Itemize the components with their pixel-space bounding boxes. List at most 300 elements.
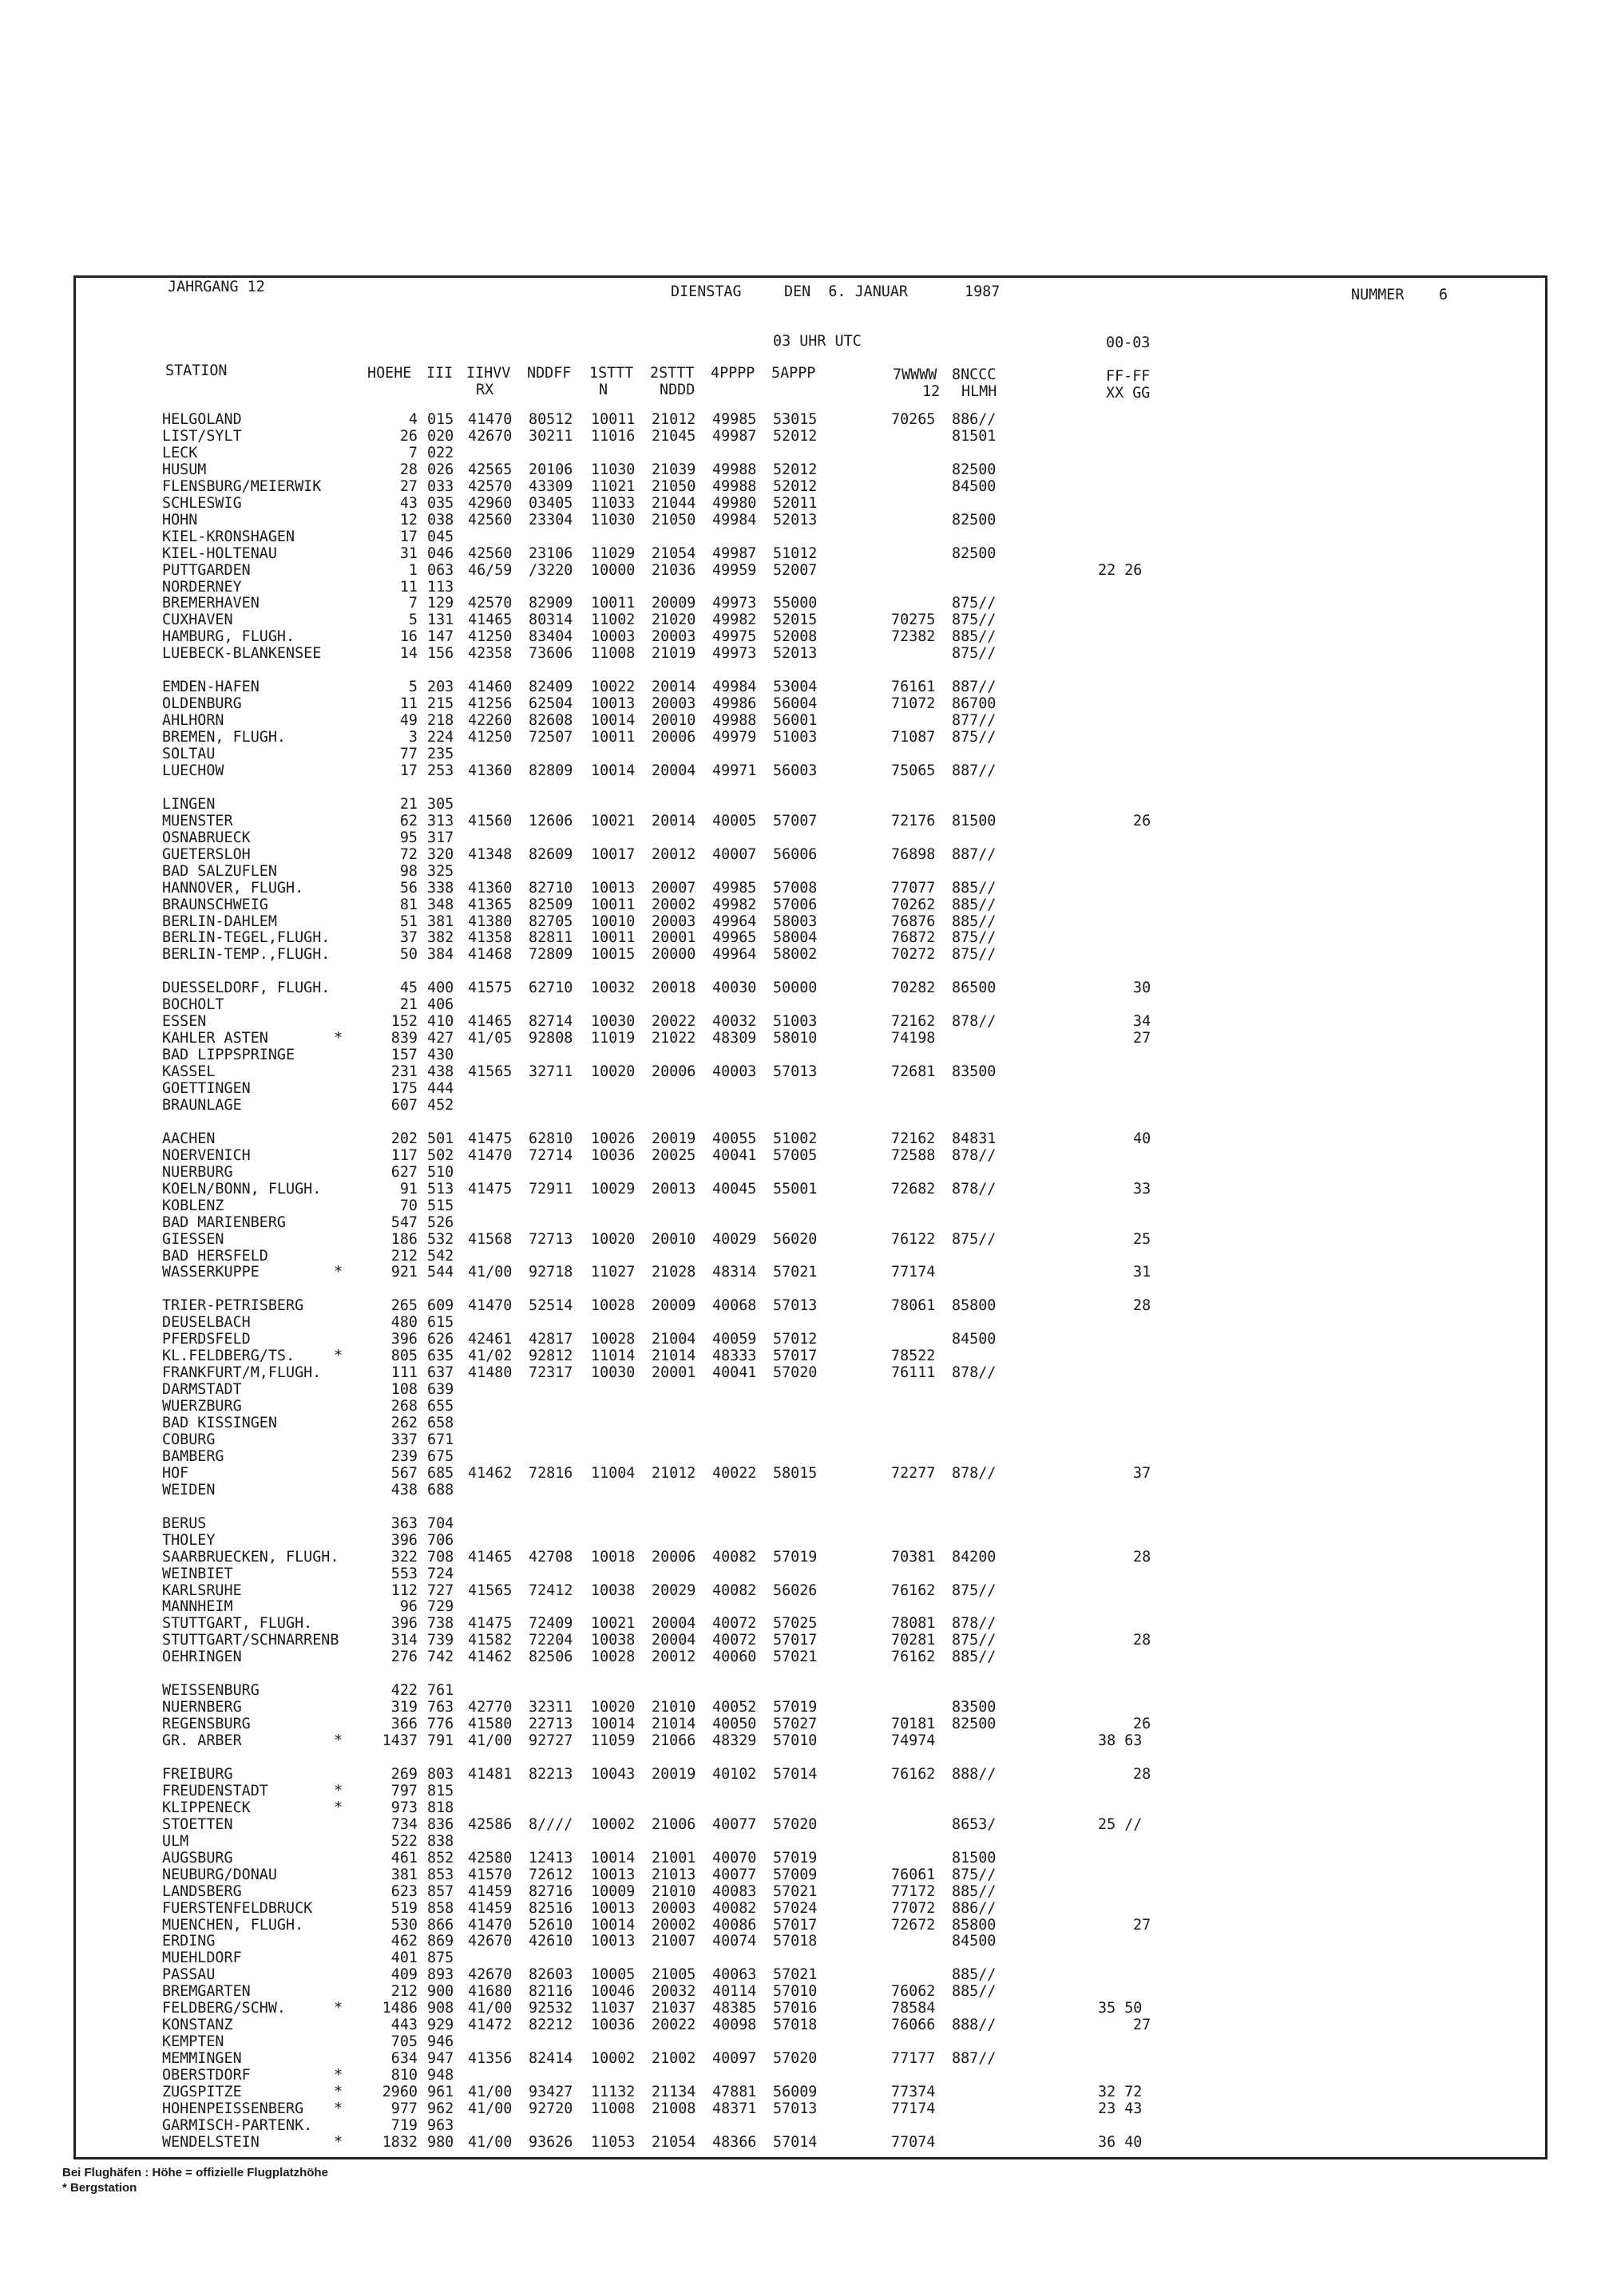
cell-iihvv: 41568 xyxy=(468,1230,513,1248)
table-row xyxy=(0,629,1437,646)
cell-www7: 76161 xyxy=(891,679,936,696)
cell-hoehe: 396 xyxy=(390,1531,418,1549)
cell-www7: 74974 xyxy=(891,1732,936,1750)
table-row xyxy=(0,496,1437,513)
cell-www7: 76162 xyxy=(891,1581,936,1599)
cell-nccc8: 875// xyxy=(952,1230,997,1248)
cell-www7: 76066 xyxy=(891,2017,936,2034)
cell-iihvv: 41470 xyxy=(468,1146,513,1164)
cell-iii: 452 xyxy=(427,1096,454,1114)
cell-pppp4: 49988 xyxy=(712,461,757,478)
cell-pppp4: 49979 xyxy=(712,729,757,746)
cell-stt2: 20001 xyxy=(652,1364,696,1382)
cell-station: STOETTEN xyxy=(162,1815,233,1833)
cell-nccc8: 878// xyxy=(952,1180,997,1197)
cell-appp5: 53015 xyxy=(773,411,818,428)
cell-iii: 853 xyxy=(427,1866,454,1883)
cell-iii: 727 xyxy=(427,1581,454,1599)
cell-station: MUENCHEN, FLUGH. xyxy=(162,1916,304,1934)
cell-nccc8: 885// xyxy=(952,1966,997,1984)
cell-station: WEIDEN xyxy=(162,1481,216,1498)
cell-pppp4: 49964 xyxy=(712,946,757,964)
table-row xyxy=(0,1249,1437,1265)
cell-ff: 37 xyxy=(1133,1464,1151,1482)
weekday: DIENSTAG xyxy=(671,283,742,300)
cell-stt2: 20013 xyxy=(652,1180,696,1197)
cell-station: FRANKFURT/M,FLUGH. xyxy=(162,1364,322,1382)
cell-station: NORDERNEY xyxy=(162,578,242,596)
cell-station: WEISSENBURG xyxy=(162,1682,260,1700)
cell-iii: 430 xyxy=(427,1047,454,1064)
cell-nccc8: 887// xyxy=(952,845,997,863)
cell-nccc8: 875// xyxy=(952,645,997,663)
cell-hoehe: 28 xyxy=(399,461,418,478)
cell-station: WASSERKUPPE xyxy=(162,1264,260,1281)
cell-nccc8: 885// xyxy=(952,896,997,913)
cell-iihvv: 42570 xyxy=(468,477,513,495)
table-row xyxy=(0,763,1437,780)
table-row xyxy=(0,1950,1437,1967)
cell-appp5: 57005 xyxy=(773,1146,818,1164)
cell-iii: 742 xyxy=(427,1649,454,1666)
cell-iii: 526 xyxy=(427,1213,454,1231)
table-row xyxy=(0,1967,1437,1984)
cell-nccc8: 82500 xyxy=(952,461,997,478)
cell-nddff: 62810 xyxy=(529,1130,573,1147)
cell-iii: 946 xyxy=(427,2033,454,2051)
cell-iii: 046 xyxy=(427,544,454,562)
cell-hoehe: 7 xyxy=(408,444,418,461)
cell-iihvv: 41565 xyxy=(468,1581,513,1599)
cell-nccc8: 83500 xyxy=(952,1699,997,1716)
cell-stt2: 21134 xyxy=(652,2084,696,2100)
cell-iihvv: 41475 xyxy=(468,1130,513,1147)
cell-station: KIEL-KRONSHAGEN xyxy=(162,528,295,545)
col-1sttt: 1STTT xyxy=(589,365,634,382)
cell-iihvv: 41/00 xyxy=(468,1264,513,1281)
cell-iii: 637 xyxy=(427,1364,454,1382)
cell-iii: 038 xyxy=(427,511,454,528)
cell-nccc8: 82500 xyxy=(952,1716,997,1733)
cell-station: HOF xyxy=(162,1464,189,1482)
cell-station: KIEL-HOLTENAU xyxy=(162,544,277,562)
cell-nddff: 12413 xyxy=(529,1849,573,1866)
cell-appp5: 58015 xyxy=(773,1464,818,1482)
cell-stt2: 21045 xyxy=(652,427,696,445)
cell-pppp4: 40060 xyxy=(712,1649,757,1666)
cell-hoehe: 319 xyxy=(390,1699,418,1716)
cell-nddff: 82409 xyxy=(529,679,573,696)
cell-nddff: 82213 xyxy=(529,1765,573,1783)
cell-station: DEUSELBACH xyxy=(162,1314,251,1332)
table-row xyxy=(0,881,1437,897)
table-row xyxy=(0,1365,1437,1382)
cell-nccc8: 84500 xyxy=(952,1331,997,1348)
cell-appp5: 57019 xyxy=(773,1849,818,1866)
cell-stt1: 10038 xyxy=(591,1632,636,1649)
cell-appp5: 57027 xyxy=(773,1716,818,1733)
table-row xyxy=(0,1533,1437,1550)
cell-nddff: 92720 xyxy=(529,2100,573,2117)
table-row xyxy=(0,1649,1437,1666)
cell-www7: 70265 xyxy=(891,411,936,428)
cell-iihvv: 41348 xyxy=(468,845,513,863)
cell-stt1: 10020 xyxy=(591,1699,636,1716)
table-row xyxy=(0,2017,1437,2034)
table-row xyxy=(0,1399,1437,1415)
cell-stt2: 21050 xyxy=(652,511,696,528)
cell-pppp4: 49980 xyxy=(712,494,757,512)
cell-station: SAARBRUECKEN, FLUGH. xyxy=(162,1548,339,1566)
table-row xyxy=(0,1918,1437,1934)
cell-stt1: 10002 xyxy=(591,2050,636,2068)
table-row xyxy=(0,813,1437,830)
cell-nccc8: 875// xyxy=(952,929,997,947)
cell-pppp4: 40005 xyxy=(712,812,757,829)
cell-pppp4: 40029 xyxy=(712,1230,757,1248)
cell-nddff: 52514 xyxy=(529,1297,573,1315)
cell-www7: 78061 xyxy=(891,1297,936,1315)
table-row xyxy=(0,1483,1437,1499)
cell-stt1: 10018 xyxy=(591,1548,636,1566)
cell-station: BREMERHAVEN xyxy=(162,595,260,612)
cell-nddff: 32711 xyxy=(529,1063,573,1081)
table-row xyxy=(0,2051,1437,2068)
cell-iii: 502 xyxy=(427,1146,454,1164)
cell-appp5: 52012 xyxy=(773,477,818,495)
cell-iii: 384 xyxy=(427,946,454,964)
cell-www7: 72382 xyxy=(891,628,936,646)
cell-iihvv: 42960 xyxy=(468,494,513,512)
table-row xyxy=(0,930,1437,947)
cell-nccc8: 878// xyxy=(952,1146,997,1164)
cell-iii: 033 xyxy=(427,477,454,495)
table-row xyxy=(0,2034,1437,2051)
cell-iihvv: 41356 xyxy=(468,2050,513,2068)
cell-www7: 72176 xyxy=(891,812,936,829)
cell-nddff: 82116 xyxy=(529,1983,573,2001)
cell-nccc8: 875// xyxy=(952,595,997,612)
cell-pppp4: 49982 xyxy=(712,612,757,629)
cell-station: BAD KISSINGEN xyxy=(162,1415,277,1431)
cell-appp5: 57012 xyxy=(773,1331,818,1348)
cell-iii: 022 xyxy=(427,444,454,461)
cell-iii: 400 xyxy=(427,980,454,997)
col-hoehe: HOEHE xyxy=(367,365,412,382)
cell-nccc8: 886// xyxy=(952,1899,997,1917)
cell-station: NUERBURG xyxy=(162,1163,233,1181)
table-row xyxy=(0,2101,1437,2118)
cell-iii: 761 xyxy=(427,1682,454,1700)
cell-hoehe: 3 xyxy=(408,729,418,746)
col-iihvv-sub: RX xyxy=(476,382,494,398)
cell-station: KLIPPENECK xyxy=(162,1799,251,1816)
cell-ff: 35 50 xyxy=(1098,2000,1143,2017)
table-row xyxy=(0,429,1437,445)
cell-station: KL.FELDBERG/TS. xyxy=(162,1348,295,1365)
cell-station: HOHN xyxy=(162,511,198,528)
cell-www7: 70272 xyxy=(891,946,936,964)
cell-iihvv: 41480 xyxy=(468,1364,513,1382)
cell-stt2: 20009 xyxy=(652,595,696,612)
cell-stt2: 21014 xyxy=(652,1716,696,1733)
cell-iihvv: 41/00 xyxy=(468,1732,513,1750)
cell-stt1: 11019 xyxy=(591,1030,636,1047)
cell-iihvv: 41465 xyxy=(468,1548,513,1566)
cell-appp5: 57020 xyxy=(773,1815,818,1833)
cell-station: LUECHOW xyxy=(162,762,224,779)
cell-station: BERLIN-TEMP.,FLUGH. xyxy=(162,946,331,964)
cell-nddff: 93626 xyxy=(529,2133,573,2151)
cell-stt2: 20032 xyxy=(652,1983,696,2001)
cell-hoehe: 381 xyxy=(390,1866,418,1883)
cell-pppp4: 40022 xyxy=(712,1464,757,1482)
cell-station: EMDEN-HAFEN xyxy=(162,679,260,696)
cell-stt1: 11021 xyxy=(591,477,636,495)
cell-pppp4: 40045 xyxy=(712,1180,757,1197)
cell-appp5: 57013 xyxy=(773,1063,818,1081)
cell-stt1: 10030 xyxy=(591,1013,636,1031)
cell-hoehe: 337 xyxy=(390,1431,418,1448)
cell-www7: 78522 xyxy=(891,1348,936,1365)
cell-stt2: 20002 xyxy=(652,896,696,913)
cell-marker: * xyxy=(334,1732,343,1750)
cell-nddff: 93427 xyxy=(529,2084,573,2100)
cell-station: BRAUNLAGE xyxy=(162,1096,242,1114)
cell-nddff: 82909 xyxy=(529,595,573,612)
table-row xyxy=(0,513,1437,529)
table-row xyxy=(0,1666,1437,1683)
cell-station: LUEBECK-BLANKENSEE xyxy=(162,645,322,663)
col-ff-sub: XX GG xyxy=(1106,385,1151,402)
nummer-label: NUMMER xyxy=(1351,287,1405,303)
cell-pppp4: 49987 xyxy=(712,544,757,562)
cell-station: THOLEY xyxy=(162,1531,216,1549)
cell-www7: 77172 xyxy=(891,1882,936,1900)
cell-stt2: 20018 xyxy=(652,980,696,997)
cell-nccc8: 82500 xyxy=(952,544,997,562)
table-row xyxy=(0,1499,1437,1516)
cell-iihvv: 41250 xyxy=(468,628,513,646)
table-row xyxy=(0,1031,1437,1047)
cell-appp5: 56009 xyxy=(773,2084,818,2100)
cell-station: BREMGARTEN xyxy=(162,1983,251,2001)
cell-iii: 655 xyxy=(427,1398,454,1415)
cell-station: BAMBERG xyxy=(162,1447,224,1465)
cell-stt2: 21012 xyxy=(652,1464,696,1482)
cell-nddff: 82509 xyxy=(529,896,573,913)
cell-iihvv: 41/00 xyxy=(468,2100,513,2117)
cell-stt2: 20022 xyxy=(652,2017,696,2034)
table-row xyxy=(0,462,1437,479)
cell-stt1: 10015 xyxy=(591,946,636,964)
cell-hoehe: 112 xyxy=(390,1581,418,1599)
cell-station: BREMEN, FLUGH. xyxy=(162,729,287,746)
cell-iii: 857 xyxy=(427,1882,454,1900)
cell-iii: 045 xyxy=(427,528,454,545)
cell-hoehe: 157 xyxy=(390,1047,418,1064)
cell-nccc8: 875// xyxy=(952,1866,997,1883)
cell-iii: 688 xyxy=(427,1481,454,1498)
cell-appp5: 56004 xyxy=(773,695,818,713)
cell-ff: 34 xyxy=(1133,1013,1151,1031)
cell-appp5: 57010 xyxy=(773,1983,818,2001)
cell-hoehe: 269 xyxy=(390,1765,418,1783)
cell-stt1: 11132 xyxy=(591,2084,636,2100)
cell-station: NUERNBERG xyxy=(162,1699,242,1716)
cell-iii: 675 xyxy=(427,1447,454,1465)
cell-hoehe: 77 xyxy=(399,746,418,762)
table-row xyxy=(0,1114,1437,1131)
cell-iii: 738 xyxy=(427,1615,454,1633)
cell-iii: 708 xyxy=(427,1548,454,1566)
cell-nccc8: 83500 xyxy=(952,1063,997,1081)
cell-iihvv: 42770 xyxy=(468,1699,513,1716)
cell-pppp4: 49959 xyxy=(712,561,757,579)
cell-pppp4: 40097 xyxy=(712,2050,757,2068)
cell-iii: 635 xyxy=(427,1348,454,1365)
cell-stt1: 11002 xyxy=(591,612,636,629)
cell-appp5: 57019 xyxy=(773,1548,818,1566)
cell-stt2: 21012 xyxy=(652,411,696,428)
cell-pppp4: 49988 xyxy=(712,477,757,495)
table-row xyxy=(0,2068,1437,2084)
footnote-mountain: * Bergstation xyxy=(62,2181,137,2195)
table-row xyxy=(0,1415,1437,1432)
table-row xyxy=(0,1449,1437,1466)
cell-pppp4: 40068 xyxy=(712,1297,757,1315)
table-row xyxy=(0,563,1437,580)
cell-iii: 836 xyxy=(427,1815,454,1833)
cell-iihvv: 41460 xyxy=(468,679,513,696)
cell-hoehe: 50 xyxy=(399,946,418,964)
cell-nddff: 23304 xyxy=(529,511,573,528)
cell-hoehe: 530 xyxy=(390,1916,418,1934)
cell-iihvv: 41365 xyxy=(468,896,513,913)
table-row xyxy=(0,1098,1437,1114)
cell-station: KARLSRUHE xyxy=(162,1581,242,1599)
table-row xyxy=(0,612,1437,629)
cell-hoehe: 17 xyxy=(399,762,418,779)
cell-ff: 22 26 xyxy=(1098,561,1143,579)
cell-www7: 76061 xyxy=(891,1866,936,1883)
cell-stt2: 20006 xyxy=(652,729,696,746)
cell-station: KOELN/BONN, FLUGH. xyxy=(162,1180,322,1197)
table-row xyxy=(0,1800,1437,1817)
obs-time: 03 UHR UTC xyxy=(773,333,862,350)
cell-pppp4: 40059 xyxy=(712,1331,757,1348)
cell-www7: 76876 xyxy=(891,912,936,930)
cell-stt2: 20003 xyxy=(652,628,696,646)
cell-pppp4: 40007 xyxy=(712,845,757,863)
cell-station: MUEHLDORF xyxy=(162,1950,242,1967)
cell-station: BAD SALZUFLEN xyxy=(162,862,277,880)
table-row xyxy=(0,1081,1437,1098)
cell-hoehe: 95 xyxy=(399,829,418,846)
cell-nddff: 72412 xyxy=(529,1581,573,1599)
cell-hoehe: 111 xyxy=(390,1364,418,1382)
cell-station: GIESSEN xyxy=(162,1230,224,1248)
cell-appp5: 57008 xyxy=(773,879,818,897)
cell-iihvv: 42560 xyxy=(468,511,513,528)
cell-iihvv: 42586 xyxy=(468,1815,513,1833)
cell-appp5: 56020 xyxy=(773,1230,818,1248)
cell-www7: 76122 xyxy=(891,1230,936,1248)
cell-hoehe: 56 xyxy=(399,879,418,897)
cell-hoehe: 51 xyxy=(399,912,418,930)
cell-nddff: 72714 xyxy=(529,1146,573,1164)
cell-appp5: 57021 xyxy=(773,1264,818,1281)
cell-stt1: 10011 xyxy=(591,595,636,612)
cell-stt2: 20010 xyxy=(652,712,696,730)
cell-station: FREUDENSTADT xyxy=(162,1782,268,1799)
table-row xyxy=(0,1716,1437,1733)
cell-nccc8: 84200 xyxy=(952,1548,997,1566)
cell-nccc8: 86500 xyxy=(952,980,997,997)
cell-nccc8: 888// xyxy=(952,1765,997,1783)
cell-station: FUERSTENFELDBRUCK xyxy=(162,1899,313,1917)
cell-iihvv: 42670 xyxy=(468,1966,513,1984)
cell-iii: 776 xyxy=(427,1716,454,1733)
issue-year: 1987 xyxy=(965,283,1001,300)
cell-pppp4: 40072 xyxy=(712,1632,757,1649)
cell-pppp4: 40074 xyxy=(712,1933,757,1950)
cell-www7: 77177 xyxy=(891,2050,936,2068)
table-row xyxy=(0,1281,1437,1298)
cell-iii: 947 xyxy=(427,2050,454,2068)
cell-station: GUETERSLOH xyxy=(162,845,251,863)
cell-iii: 900 xyxy=(427,1983,454,2001)
cell-hoehe: 363 xyxy=(390,1514,418,1532)
cell-appp5: 57017 xyxy=(773,1348,818,1365)
cell-stt1: 10011 xyxy=(591,896,636,913)
cell-hoehe: 96 xyxy=(399,1598,418,1616)
table-row xyxy=(0,1550,1437,1566)
cell-appp5: 57021 xyxy=(773,1882,818,1900)
cell-stt1: 10014 xyxy=(591,1916,636,1934)
cell-nccc8: 887// xyxy=(952,2050,997,2068)
table-row xyxy=(0,1934,1437,1950)
cell-nccc8: 875// xyxy=(952,729,997,746)
cell-iii: 253 xyxy=(427,762,454,779)
cell-iii: 739 xyxy=(427,1632,454,1649)
footnote-airports: Bei Flughäfen : Höhe = offizielle Flugplatzhöhe xyxy=(62,2166,328,2179)
cell-stt1: 10013 xyxy=(591,1899,636,1917)
cell-pppp4: 49973 xyxy=(712,645,757,663)
cell-iihvv: 41565 xyxy=(468,1063,513,1081)
table-row xyxy=(0,1332,1437,1348)
cell-pppp4: 40063 xyxy=(712,1966,757,1984)
cell-stt2: 20007 xyxy=(652,879,696,897)
cell-station: ULM xyxy=(162,1832,189,1850)
cell-iihvv: 41459 xyxy=(468,1882,513,1900)
table-row xyxy=(0,847,1437,864)
cell-stt1: 10028 xyxy=(591,1331,636,1348)
cell-iii: 609 xyxy=(427,1297,454,1315)
cell-pppp4: 40032 xyxy=(712,1013,757,1031)
cell-www7: 76111 xyxy=(891,1364,936,1382)
cell-iihvv: 41/00 xyxy=(468,2133,513,2151)
cell-appp5: 53004 xyxy=(773,679,818,696)
table-row xyxy=(0,580,1437,596)
cell-www7: 72672 xyxy=(891,1916,936,1934)
cell-stt2: 20006 xyxy=(652,1548,696,1566)
cell-hoehe: 461 xyxy=(390,1849,418,1866)
cell-station: AUGSBURG xyxy=(162,1849,233,1866)
cell-marker: * xyxy=(334,2133,343,2151)
cell-appp5: 52012 xyxy=(773,427,818,445)
cell-pppp4: 40077 xyxy=(712,1815,757,1833)
